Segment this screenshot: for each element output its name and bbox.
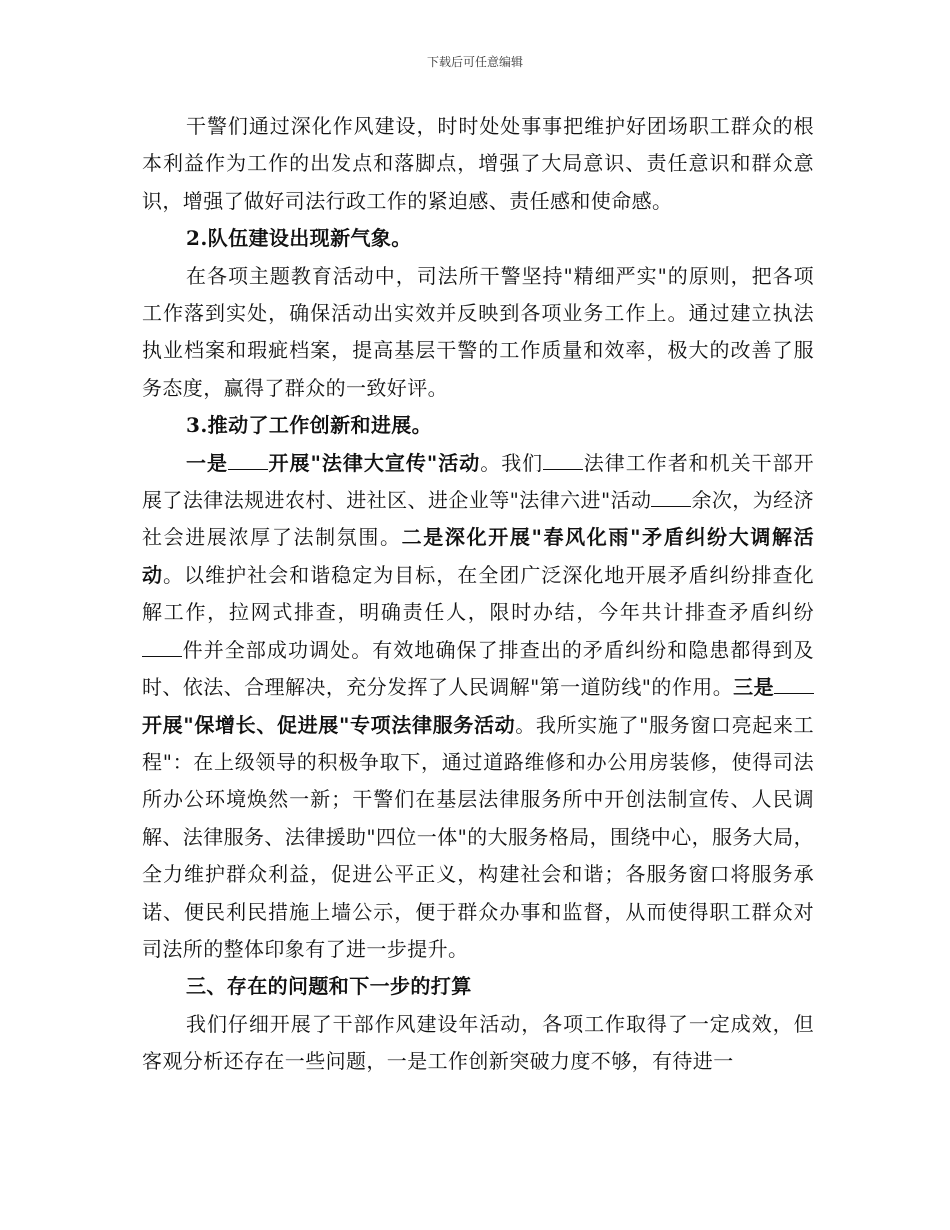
point-3-title: 开展"保增长、促进展"专项法律服务活动: [142, 712, 516, 737]
blank-field: [228, 451, 268, 470]
point-1-text-a: 。我们: [480, 450, 544, 475]
blank-field: [543, 451, 583, 470]
blank-field: [774, 675, 814, 694]
point-1-text-c: 余次，为经济社会进展浓厚了法制氛围。: [142, 488, 814, 550]
point-1-text-b: 法律工作者和机关干部开展了法律法规进农村、进社区、进企业等"法律六进"活动: [142, 450, 814, 513]
paragraph-2: 在各项主题教育活动中，司法所干警坚持"精细严实"的原则，把各项工作落到实处，确保活动出实效并反映到各项业务工作上。通过建立执法执业档案和瑕疵档案，提高基层干警的工作质量和效率，极大的改善了服务态度，赢得了群众的一致好评。: [142, 263, 814, 400]
heading-innovation: 3.推动了工作创新和进展。: [186, 413, 433, 438]
document-body: [142, 108, 814, 1081]
paragraph-1: 干警们通过深化作风建设，时时处处事事把维护好团场职工群众的根本利益作为工作的出发点和落脚点，增强了大局意识、责任意识和群众意识，增强了做好司法行政工作的紧迫感、责任感和使命感。: [142, 114, 814, 213]
point-2-title: 二是深化开展"春风化雨"矛盾纠纷大调解活动: [142, 525, 814, 587]
page-header: 下载后可任意编辑: [426, 55, 523, 69]
paragraph-4: 我们仔细开展了干部作风建设年活动，各项工作取得了一定成效，但客观分析还存在一些问题，一是工作创新突破力度不够，有待进一: [142, 1011, 814, 1074]
point-1-title: 开展"法律大宣传"活动: [267, 450, 481, 475]
point-2-text-b: 件并全部成功调处。有效地确保了排查出的矛盾纠纷和隐患都得到及时、依法、合理解决，充分发挥了人民调解"第一道防线"的作用。: [142, 637, 814, 700]
section-heading-problems: 三、存在的问题和下一步的打算: [186, 974, 472, 999]
point-1-label: 一是: [186, 450, 228, 475]
point-2-text-a: 。以维护社会和谐稳定为目标，在全团广泛深化地开展矛盾纠纷排查化解工作，拉网式排查，明确责任人，限时办结，今年共计排查矛盾纠纷: [142, 562, 814, 625]
point-3-text: 。我所实施了"服务窗口亮起来工程"：在上级领导的积极争取下，通过道路维修和办公用房装修，使得司法所办公环境焕然一新；干警们在基层法律服务所中开创法制宣传、人民调解、法律服务、法律援助"四位一体"的大服务格局，围绕中心，服务大局，全力维护群众利益，促进公平正义，构建社会和谐；各服务窗口将服务承诺、便民利民措施上墙公示，便于群众办事和监督，从而使得职工群众对司法所的整体印象有了进一步提升。: [142, 712, 814, 961]
point-3-label: 三是: [733, 675, 774, 700]
paragraph-3: [142, 445, 814, 969]
blank-field: [651, 488, 691, 507]
blank-field: [142, 638, 182, 657]
heading-team-building: 2.队伍建设出现新气象。: [186, 226, 412, 251]
